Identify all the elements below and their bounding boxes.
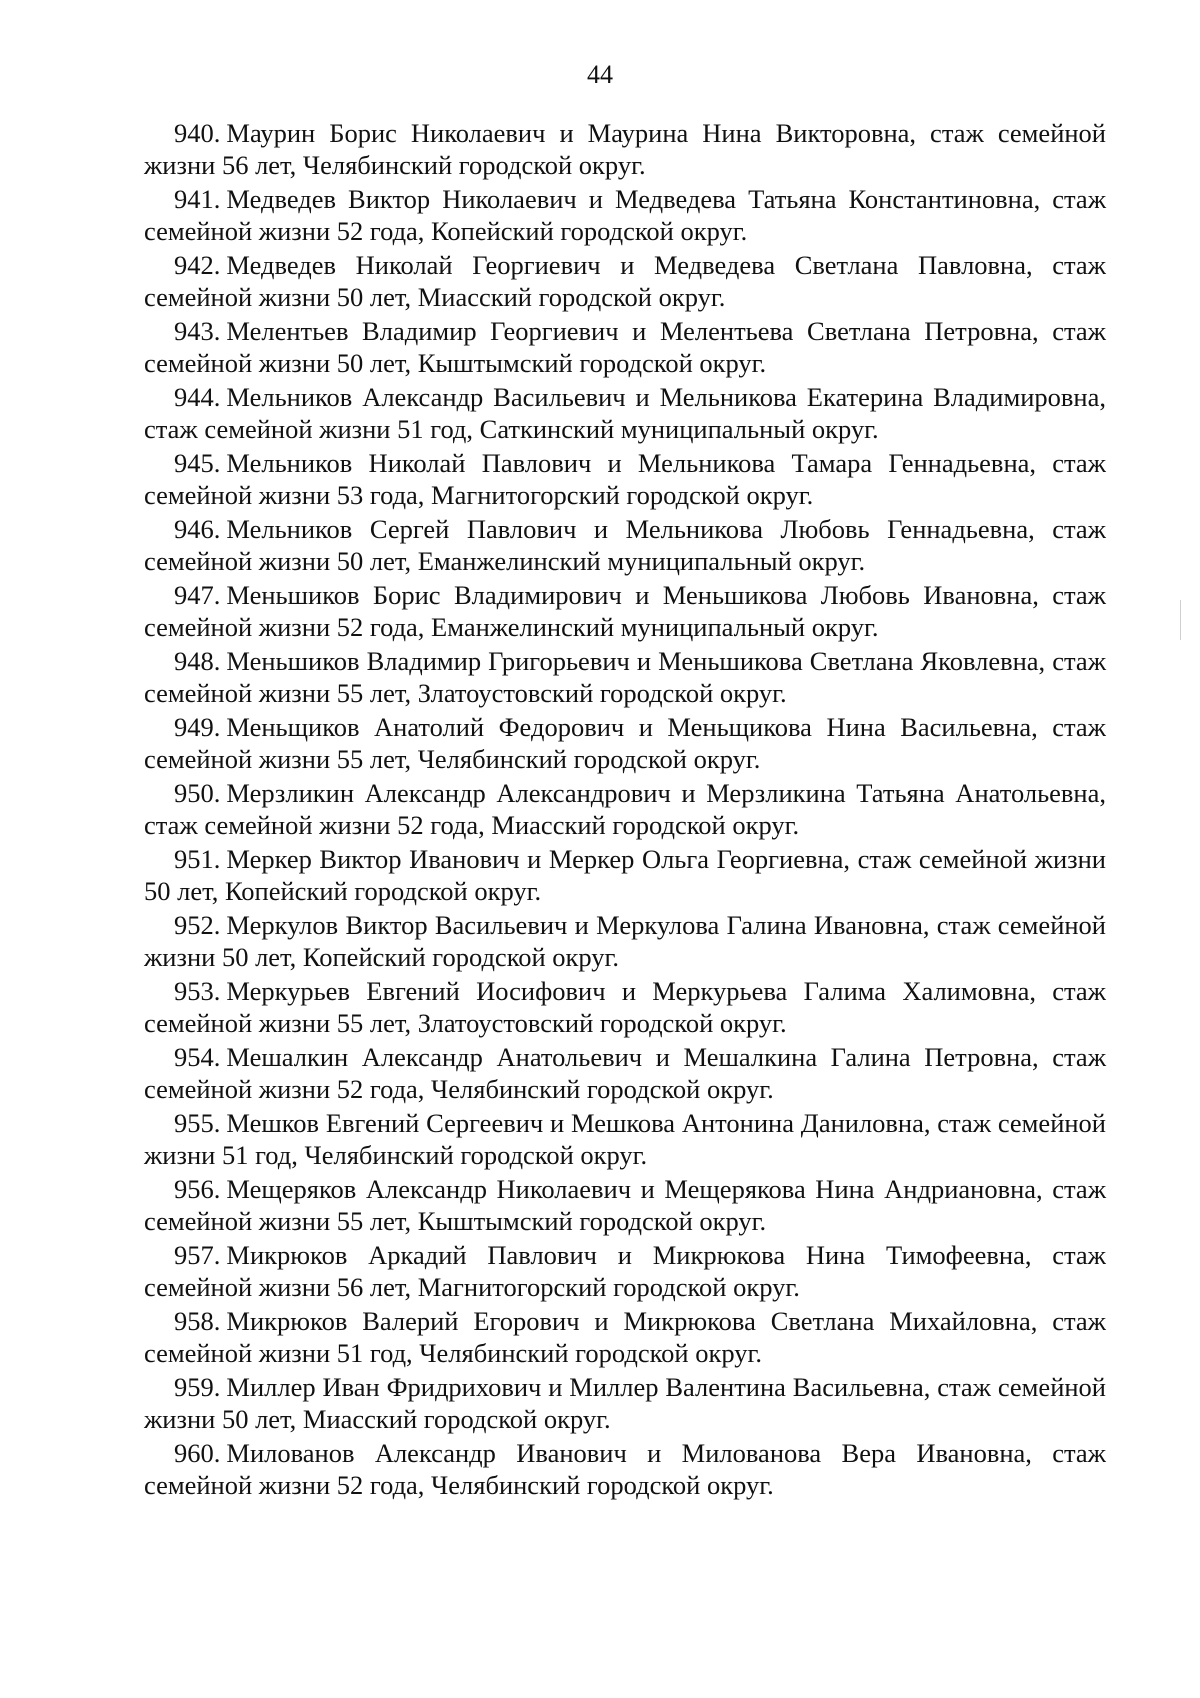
entry-text: Мерзликин Александр Александрович и Мерзликина Татьяна Анатольевна, стаж семейной жизни 52 года, Миасский городской округ. [144,778,1106,840]
entry-number: 947. [174,580,221,610]
list-item [144,1042,1106,1105]
list-item [144,646,1106,709]
entry-text: Микрюков Аркадий Павлович и Микрюкова Нина Тимофеевна, стаж семейной жизни 56 лет, Магнитогорский городской округ. [144,1240,1106,1302]
entry-text: Меркурьев Евгений Иосифович и Меркурьева Галима Халимовна, стаж семейной жизни 55 лет, Златоустовский городской округ. [144,976,1106,1038]
entry-text: Меньшиков Борис Владимирович и Меньшикова Любовь Ивановна, стаж семейной жизни 52 года, Еманжелинский муниципальный округ. [144,580,1106,642]
entry-number: 959. [174,1372,221,1402]
entry-number: 940. [174,118,221,148]
entry-number: 941. [174,184,221,214]
page-number: 44 [587,60,613,89]
list-item [144,118,1106,181]
entry-number: 942. [174,250,221,280]
list-item [144,844,1106,907]
list-item [144,910,1106,973]
entry-text: Меркулов Виктор Васильевич и Меркулова Галина Ивановна, стаж семейной жизни 50 лет, Копейский городской округ. [144,910,1106,972]
list-item [144,1108,1106,1171]
entry-number: 955. [174,1108,221,1138]
entry-text: Меркер Виктор Иванович и Меркер Ольга Георгиевна, стаж семейной жизни 50 лет, Копейский городской округ. [144,844,1106,906]
entry-text: Мешалкин Александр Анатольевич и Мешалкина Галина Петровна, стаж семейной жизни 52 года, Челябинский городской округ. [144,1042,1106,1104]
entry-number: 952. [174,910,221,940]
entry-text: Мельников Николай Павлович и Мельникова Тамара Геннадьевна, стаж семейной жизни 53 года, Магнитогорский городской округ. [144,448,1106,510]
list-item [144,580,1106,643]
entry-number: 950. [174,778,221,808]
list-item [144,976,1106,1039]
entry-text: Мешков Евгений Сергеевич и Мешкова Антонина Даниловна, стаж семейной жизни 51 год, Челябинский городской округ. [144,1108,1106,1170]
list-item [144,1438,1106,1501]
entry-text: Маурин Борис Николаевич и Маурина Нина Викторовна, стаж семейной жизни 56 лет, Челябинский городской округ. [144,118,1106,180]
entry-number: 943. [174,316,221,346]
list-item [144,514,1106,577]
entry-text: Миллер Иван Фридрихович и Миллер Валентина Васильевна, стаж семейной жизни 50 лет, Миасский городской округ. [144,1372,1106,1434]
entry-text: Меньшиков Владимир Григорьевич и Меньшикова Светлана Яковлевна, стаж семейной жизни 55 лет, Златоустовский городской округ. [144,646,1106,708]
entry-list [144,118,1106,1504]
list-item [144,184,1106,247]
list-item [144,1372,1106,1435]
entry-text: Медведев Виктор Николаевич и Медведева Татьяна Константиновна, стаж семейной жизни 52 года, Копейский городской округ. [144,184,1106,246]
entry-text: Микрюков Валерий Егорович и Микрюкова Светлана Михайловна, стаж семейной жизни 51 год, Челябинский городской округ. [144,1306,1106,1368]
entry-number: 949. [174,712,221,742]
list-item [144,1306,1106,1369]
entry-text: Мельников Александр Васильевич и Мельникова Екатерина Владимировна, стаж семейной жизни 51 год, Саткинский муниципальный округ. [144,382,1106,444]
entry-number: 951. [174,844,221,874]
list-item [144,712,1106,775]
entry-text: Мелентьев Владимир Георгиевич и Мелентьева Светлана Петровна, стаж семейной жизни 50 лет, Кыштымский городской округ. [144,316,1106,378]
list-item [144,778,1106,841]
entry-number: 957. [174,1240,221,1270]
list-item [144,448,1106,511]
entry-text: Милованов Александр Иванович и Милованова Вера Ивановна, стаж семейной жизни 52 года, Челябинский городской округ. [144,1438,1106,1500]
scan-artifact [1180,600,1181,640]
entry-number: 958. [174,1306,221,1336]
list-item [144,382,1106,445]
list-item [144,1174,1106,1237]
entry-text: Мельников Сергей Павлович и Мельникова Любовь Геннадьевна, стаж семейной жизни 50 лет, Еманжелинский муниципальный округ. [144,514,1106,576]
list-item [144,316,1106,379]
entry-text: Мещеряков Александр Николаевич и Мещерякова Нина Андриановна, стаж семейной жизни 55 лет, Кыштымский городской округ. [144,1174,1106,1236]
entry-number: 960. [174,1438,221,1468]
entry-number: 948. [174,646,221,676]
entry-number: 945. [174,448,221,478]
entry-text: Медведев Николай Георгиевич и Медведева Светлана Павловна, стаж семейной жизни 50 лет, Миасский городской округ. [144,250,1106,312]
entry-number: 954. [174,1042,221,1072]
list-item [144,1240,1106,1303]
entry-number: 953. [174,976,221,1006]
list-item [144,250,1106,313]
entry-text: Меньщиков Анатолий Федорович и Меньщикова Нина Васильевна, стаж семейной жизни 55 лет, Челябинский городской округ. [144,712,1106,774]
entry-number: 946. [174,514,221,544]
entry-number: 944. [174,382,221,412]
entry-number: 956. [174,1174,221,1204]
